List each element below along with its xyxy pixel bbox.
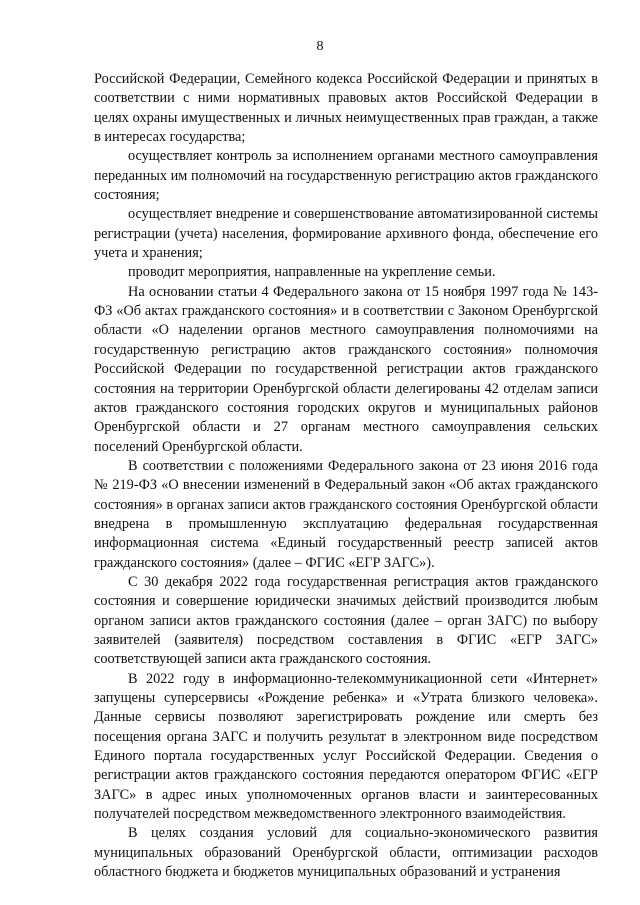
paragraph: проводит мероприятия, направленные на укрепление семьи. bbox=[128, 264, 496, 281]
paragraph: С 30 декабря 2022 года государственная регистрация актов гражданского состояния и совершение юридически значимых действий производится любым органом записи актов гражданского состояния (далее – орган ЗАГС) по выбору заявителей (заявителя) посредством составления в ФГИС «ЕГР ЗАГС» соответствующей записи акта гражданского состояния. bbox=[94, 573, 598, 668]
paragraph: осуществляет контроль за исполнением органами местного самоуправления переданных им полномочий на государственную регистрацию актов гражданского состояния; bbox=[94, 148, 598, 204]
paragraph: Российской Федерации, Семейного кодекса Российской Федерации и принятых в соответствии с ними нормативных правовых актов Российской Федерации в целях охраны имущественных и личных неимущественных прав граждан, а также в интересах государства; bbox=[94, 71, 598, 146]
paragraph: В соответствии с положениями Федерального закона от 23 июня 2016 года № 219-ФЗ «О внесении изменений в Федеральный закон «Об актах гражданского состояния» в органах записи актов гражданского состояния Оренбургской области внедрена в промышленную эксплуатацию федеральная государственная информационная система «Единый государственный реестр записей актов гражданского состояния» (далее – ФГИС «ЕГР ЗАГС»). bbox=[94, 457, 598, 571]
paragraph: На основании статьи 4 Федерального закона от 15 ноября 1997 года № 143-ФЗ «Об актах гражданского состояния» и в соответствии с Законом Оренбургской области «О наделении органов местного самоуправления полномочиями на государственную регистрацию актов гражданского состояния» полномочия Российской Федерации по государственной регистрации актов гражданского состояния на территории Оренбургской области делегированы 42 отделам записи актов гражданского состояния городских округов и муниципальных районов Оренбургской области и 27 органам местного самоуправления сельских поселений Оренбургской области. bbox=[94, 283, 598, 455]
paragraph: осуществляет внедрение и совершенствование автоматизированной системы регистрации (учета) населения, формирование архивного фонда, обеспечение его учета и хранения; bbox=[94, 206, 598, 262]
page-number: 8 bbox=[316, 39, 324, 54]
paragraph: В 2022 году в информационно-телекоммуникационной сети «Интернет» запущены суперсервисы «Рождение ребенка» и «Утрата близкого человека». Данные сервисы позволяют зарегистрировать рождение или смерть без посещения органа ЗАГС и получить результат в электронном виде посредством Единого портала государственных услуг Российской Федерации. Сведения о регистрации актов гражданского состояния передаются оператором ФГИС «ЕГР ЗАГС» в адрес иных уполномоченных органов власти и заинтересованных получателей посредством межведомственного электронного взаимодействия. bbox=[94, 670, 598, 823]
document-body bbox=[94, 70, 598, 882]
paragraph: В целях создания условий для социально-экономического развития муниципальных образований Оренбургской области, оптимизации расходов областного бюджета и бюджетов муниципальных образований и устранения bbox=[94, 825, 598, 881]
